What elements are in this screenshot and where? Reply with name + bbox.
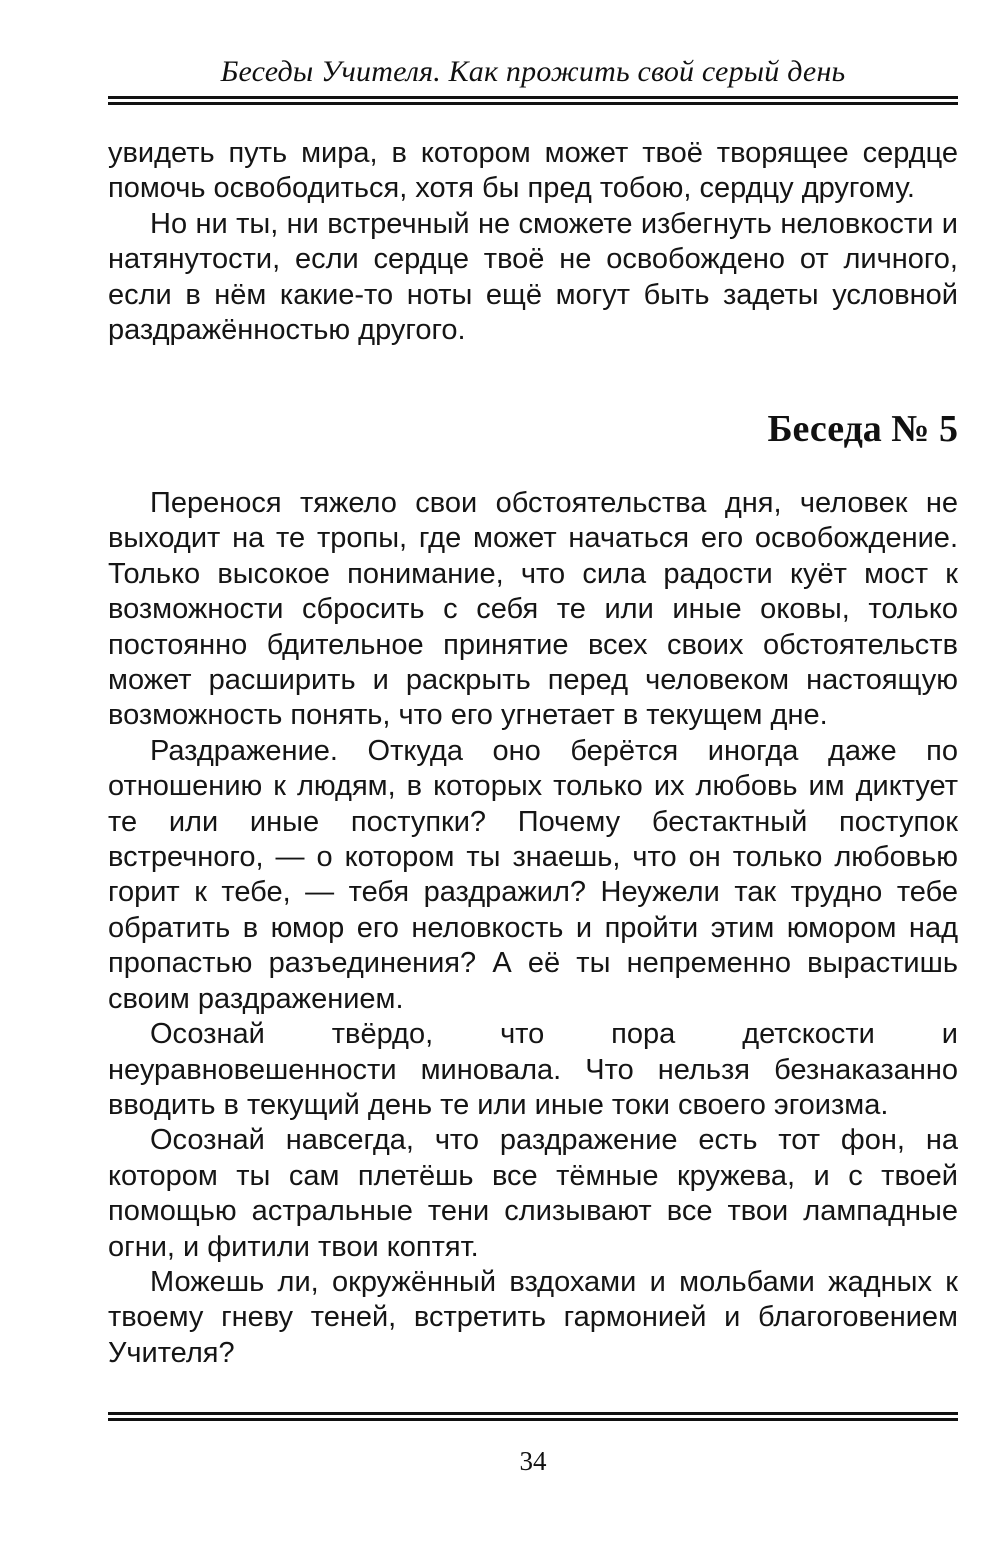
paragraph: Осознай твёрдо, что пора детскости и неуравновешенности миновала. Что нельзя безнаказанно вводить в текущий день те или иные токи своего эгоизма.	[108, 1018, 958, 1121]
section-heading: Беседа № 5	[767, 408, 958, 450]
header-rule-line	[108, 96, 958, 99]
footer-double-rule	[108, 1412, 958, 1424]
paragraph: Осознай навсегда, что раздражение есть тот фон, на котором ты сам плетёшь все тёмные кружева, и с твоей помощью астральные тени слизывают все твои лампадные огни, и фитили твои коптят.	[108, 1124, 958, 1263]
header-double-rule	[108, 96, 958, 108]
text-block-before-heading	[108, 136, 958, 348]
header-rule-line	[108, 102, 958, 105]
footer-rule-line	[108, 1418, 958, 1421]
running-head-title: Беседы Учителя. Как прожить свой серый день	[220, 55, 846, 88]
paragraph: Перенося тяжело свои обстоятельства дня, человек не выходит на те тропы, где может начаться его освобождение. Только высокое понимание, что сила радости куёт мост к возможности сбросить с себя те или иные оковы, только постоянно бдительное принятие всех своих обстоятельств может расширить и раскрыть перед человеком настоящую возможность понять, что его угнетает в текущем дне.	[108, 487, 958, 732]
page-number: 34	[519, 1446, 547, 1476]
text-block-after-heading	[108, 486, 958, 1371]
paragraph: Но ни ты, ни встречный не сможете избегнуть неловкости и натянутости, если сердце твоё не освобождено от личного, если в нём какие-то ноты ещё могут быть задеты условной раздражённостью другого.	[108, 207, 958, 347]
paragraph: Можешь ли, окружённый вздохами и мольбами жадных к твоему гневу теней, встретить гармонией и благоговением Учителя?	[108, 1265, 958, 1369]
footer-rule-line	[108, 1412, 958, 1415]
paragraph-continued: увидеть путь мира, в котором может твоё творящее сердце помочь освободиться, хотя бы пред тобою, сердцу другому.	[108, 137, 958, 205]
paragraph: Раздражение. Откуда оно берётся иногда даже по отношению к людям, в которых только их любовь им диктует те или иные поступки? Почему бестактный поступок встречного, — о котором ты знаешь, что он только любовью горит к тебе, — тебя раздражил? Неужели так трудно тебе обратить в юмор его неловкость и пройти этим юмором над пропастью разъединения? А её ты непременно вырастишь своим раздражением.	[108, 734, 958, 1015]
